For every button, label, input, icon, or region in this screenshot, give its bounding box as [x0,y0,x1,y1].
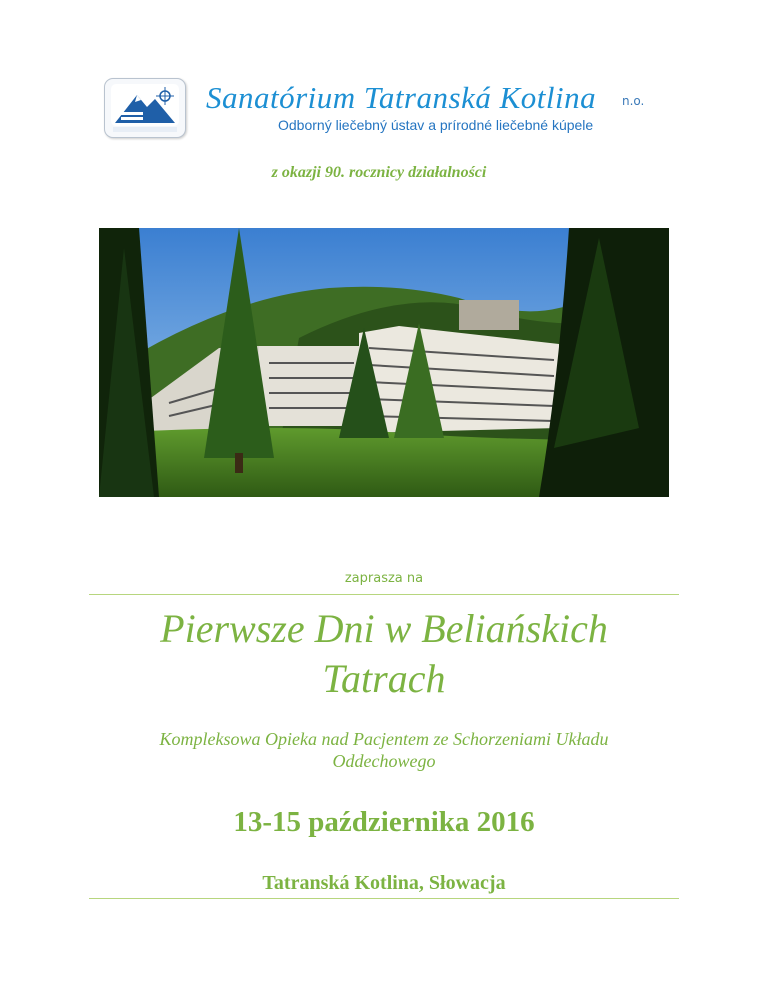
brand-tagline: Odborný liečebný ústav a prírodné liečebné kúpele [278,117,594,133]
invite-text: zaprasza na [344,571,424,586]
sanatorium-building-photo-icon [99,228,669,497]
event-location: Tatranská Kotlina, Słowacja [262,872,506,894]
event-title-line1: Pierwsze Dni w Beliańskich [160,606,608,651]
sanatorium-photo [99,228,669,497]
bottom-divider [89,898,679,899]
mountain-logo-icon [105,79,185,137]
anniversary-occasion [0,164,768,182]
event-title [84,604,684,704]
event-subtitle [84,728,684,772]
occasion-text: z okazji 90. rocznicy działalności [271,164,487,181]
brand-name: Sanatórium Tatranská Kotlina [206,80,597,115]
event-subtitle-line1: Kompleksowa Opieka nad Pacjentem ze Schorzeniami Układu [159,729,609,749]
event-dates: 13-15 października 2016 [233,806,535,838]
top-divider [89,594,679,595]
brand-suffix: n.o. [622,94,645,108]
event-title-line2: Tatrach [322,656,446,701]
sanatorium-logo [104,78,186,138]
event-subtitle-line2: Oddechowego [332,751,436,771]
